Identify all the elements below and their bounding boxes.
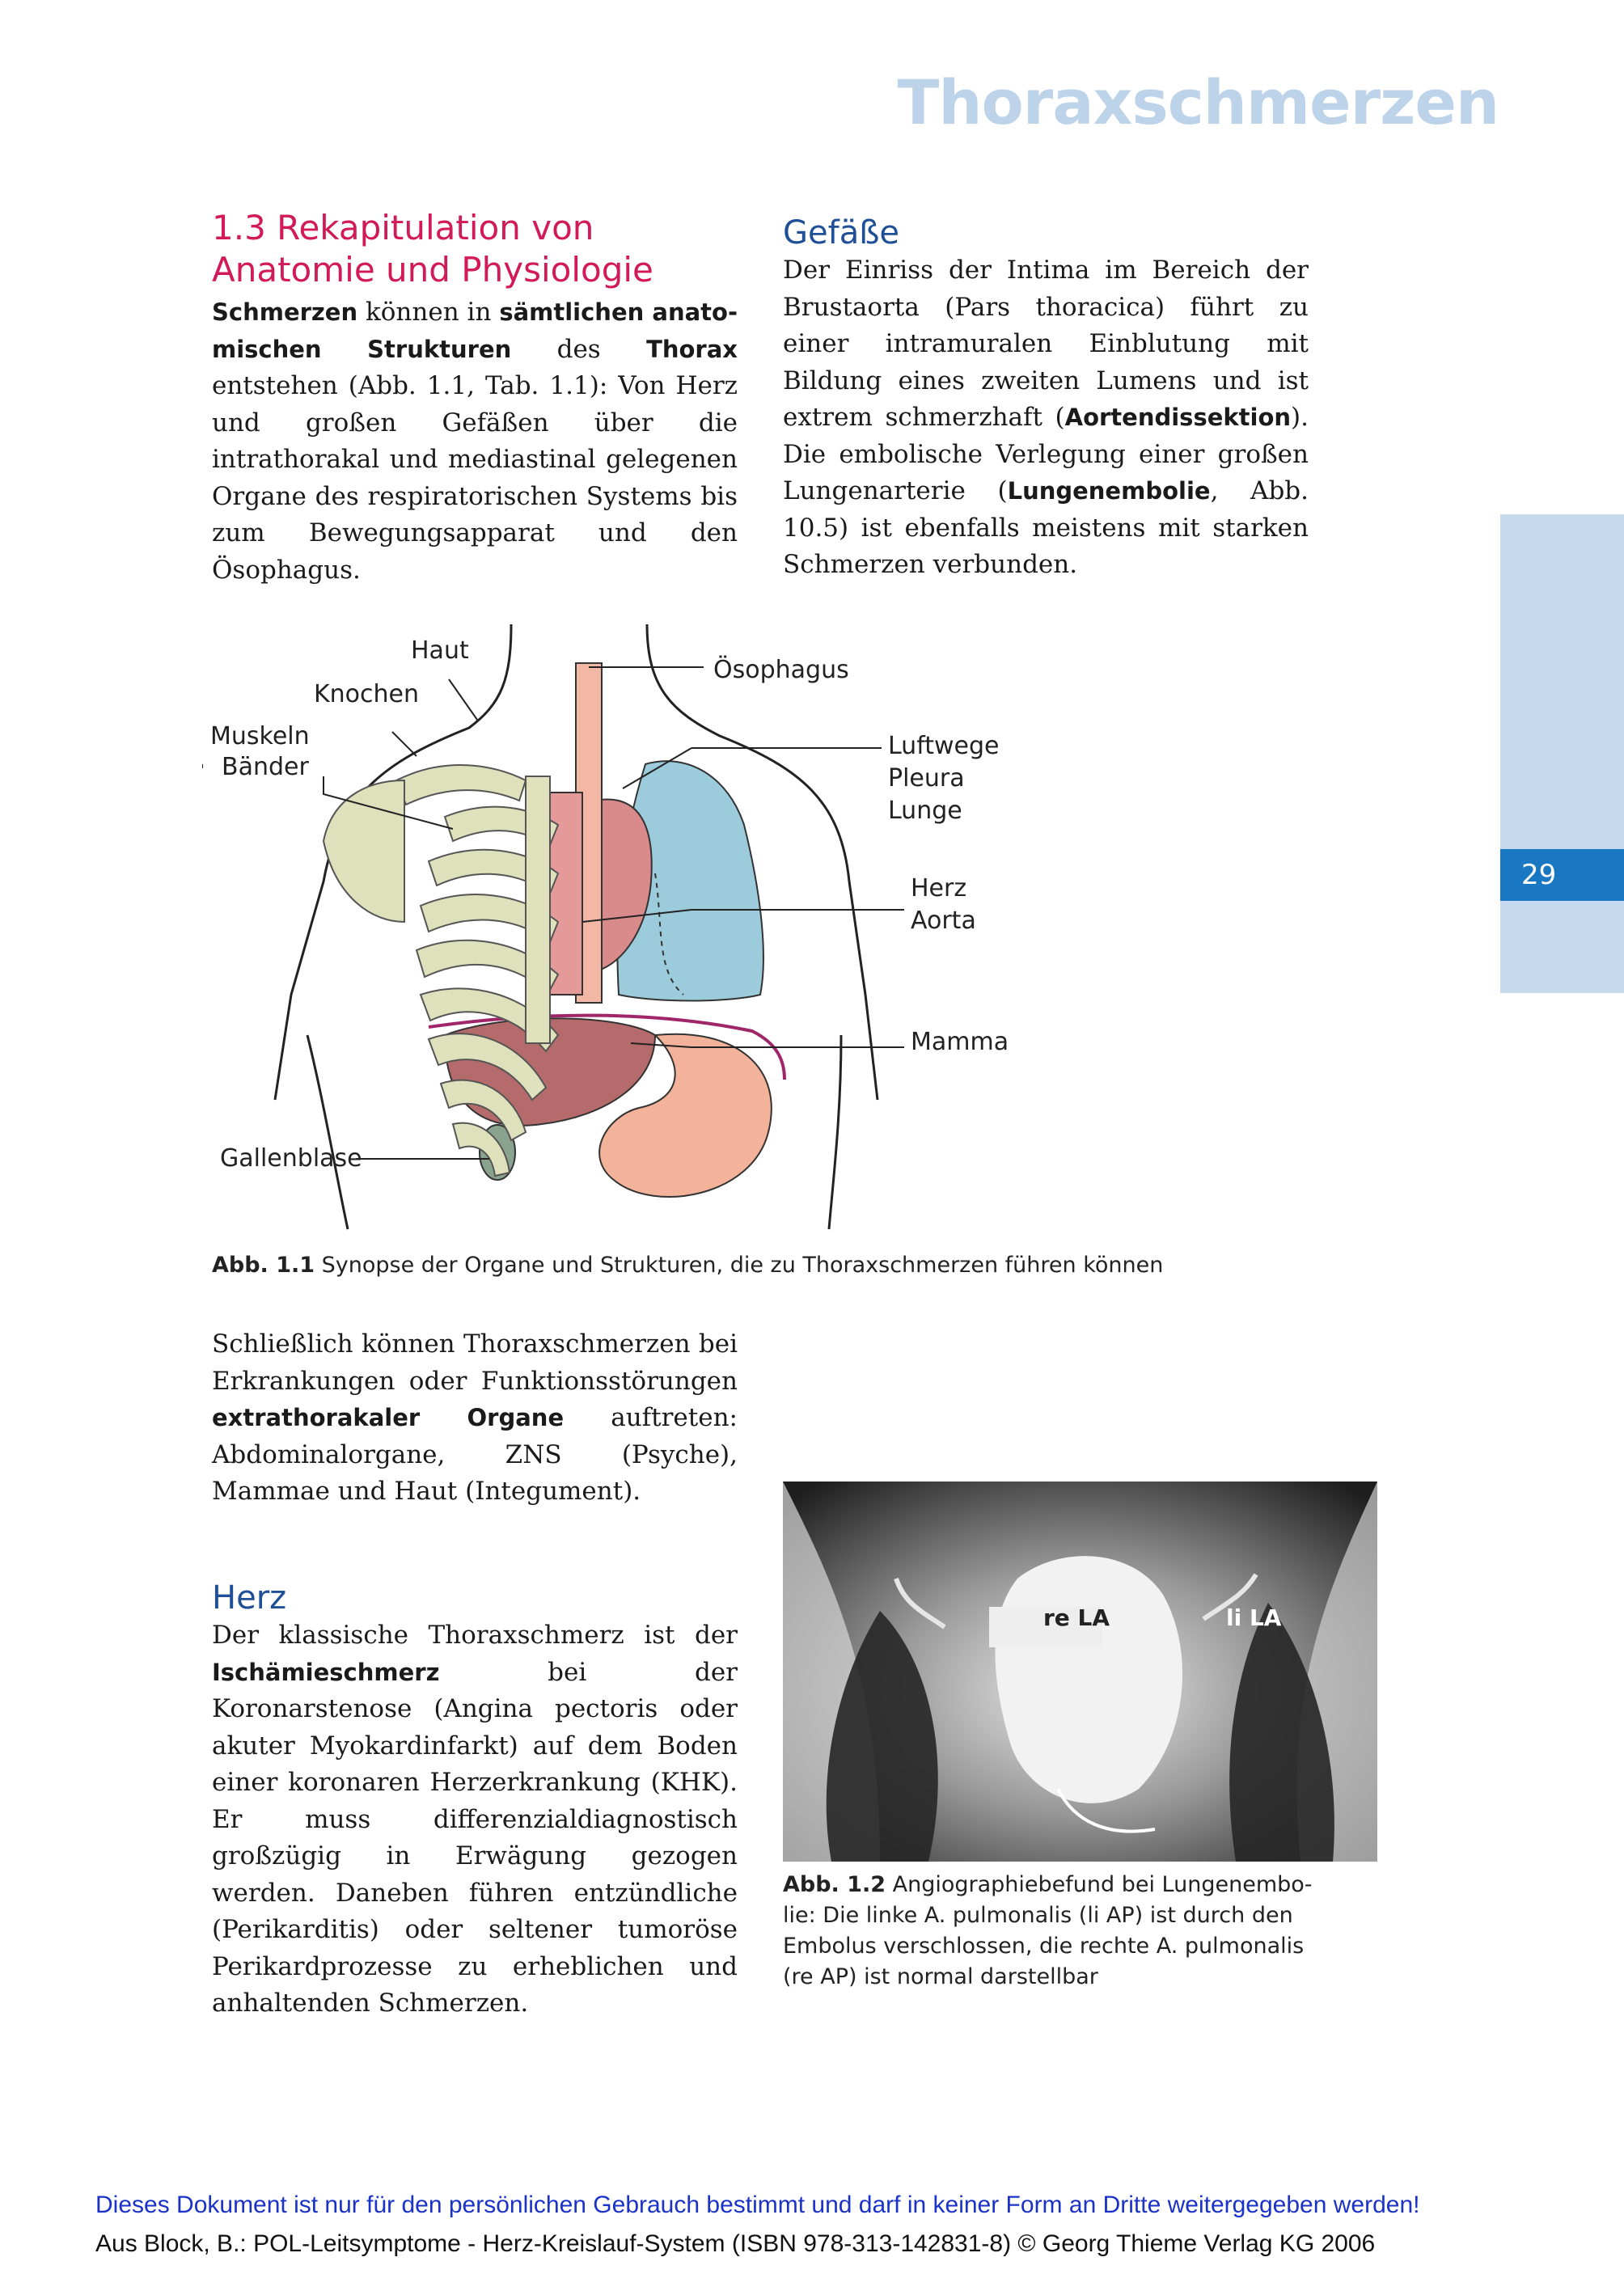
label-re-la: re LA bbox=[1043, 1604, 1110, 1631]
label-aorta: Aorta bbox=[911, 907, 976, 935]
figure-thorax-synopsis bbox=[202, 615, 1051, 1245]
section-heading-line2: Anatomie und Physiologie bbox=[212, 250, 653, 290]
running-title: Thoraxschmerzen bbox=[897, 66, 1499, 138]
chapter-tab bbox=[1500, 514, 1624, 993]
label-haut: Haut bbox=[411, 636, 469, 665]
herz-heading: Herz bbox=[212, 1579, 287, 1617]
label-muskeln: Muskeln bbox=[210, 722, 310, 750]
section-heading-line1: 1.3 Rekapitulation von bbox=[212, 208, 594, 247]
angiography-image bbox=[783, 1482, 1377, 1862]
label-gallenblase: Gallenblase bbox=[220, 1144, 362, 1173]
extrathorakal-paragraph: Schließlich können Thoraxschmerzen bei Erkrankungen oder Funktionsstörungen extrathorakaler Organe auftreten: Abdominalorgane, ZNS (Psyche), Mammae und Haut (Integument). bbox=[212, 1329, 738, 1506]
label-mamma: Mamma bbox=[911, 1028, 1009, 1056]
label-oesophagus: Ösophagus bbox=[713, 656, 849, 684]
herz-block bbox=[212, 1579, 738, 2023]
label-lunge: Lunge bbox=[888, 797, 962, 825]
section-intro bbox=[212, 207, 738, 589]
figure2-caption: Abb. 1.2 Angiographiebefund bei Lungenembolie: Die linke A. pulmonalis (li AP) ist durch den Embolus verschlossen, die rechte A. pulmonalis (re AP) ist normal darstellbar bbox=[783, 1872, 1313, 1989]
figure1-caption: Abb. 1.1 Synopse der Organe und Strukturen, die zu Thoraxschmerzen führen können bbox=[212, 1253, 1164, 1278]
extrathorakal-block bbox=[212, 1326, 738, 1511]
gefaesse-heading: Gefäße bbox=[783, 214, 900, 252]
label-pleura: Pleura bbox=[888, 764, 965, 793]
page-number: 29 bbox=[1500, 849, 1624, 901]
gefaesse-block bbox=[783, 213, 1309, 584]
intro-paragraph: Schmerzen können in sämtlichen anatomischen Strukturen des Thorax entstehen (Abb. 1.1, Tab. 1.1): Von Herz und großen Gefäßen über die intrathorakal und mediastinal gelegenen Organe des respiratorischen Systems bis zum Bewegungsapparat und den Ösophagus. bbox=[212, 298, 738, 585]
section-heading bbox=[212, 207, 738, 291]
label-li-la: li LA bbox=[1226, 1604, 1282, 1631]
label-knochen: Knochen bbox=[314, 680, 420, 708]
figure-angiography bbox=[783, 1482, 1377, 1862]
footer-notice: Dieses Dokument ist nur für den persönlichen Gebrauch bestimmt und darf in keiner Form an Dritte weitergegeben werden! bbox=[95, 2192, 1420, 2218]
herz-paragraph: Der klassische Thoraxschmerz ist der Ischämieschmerz bei der Koronarstenose (Angina pectoris oder akuter Myokardinfarkt) auf dem Boden einer koronaren Herzerkrankung (KHK). Er muss differenzialdiagnostisch großzügig in Erwägung gezogen werden. Daneben führen entzündliche (Perikarditis) oder seltener tumoröse Perikardprozesse zu erheblichen und anhaltenden Schmerzen. bbox=[212, 1621, 738, 2018]
gefaesse-paragraph: Der Einriss der Intima im Bereich der Brustaorta (Pars thoracica) führt zu einer intramuralen Einblutung mit Bildung eines zweiten Lumens und ist extrem schmerzhaft (Aortendissektion). Die embolische Verlegung einer großen Lungenarterie (Lungenembolie, Abb. 10.5) ist ebenfalls meistens mit starken Schmerzen verbunden. bbox=[783, 256, 1309, 579]
label-herz: Herz bbox=[911, 874, 967, 902]
figure1-leaders bbox=[202, 615, 1051, 1245]
label-baender: Bänder bbox=[222, 753, 309, 781]
footer-citation: Aus Block, B.: POL-Leitsymptome - Herz-Kreislauf-System (ISBN 978-313-142831-8) © Georg Thieme Verlag KG 2006 bbox=[95, 2230, 1376, 2257]
label-luftwege: Luftwege bbox=[888, 732, 1000, 760]
